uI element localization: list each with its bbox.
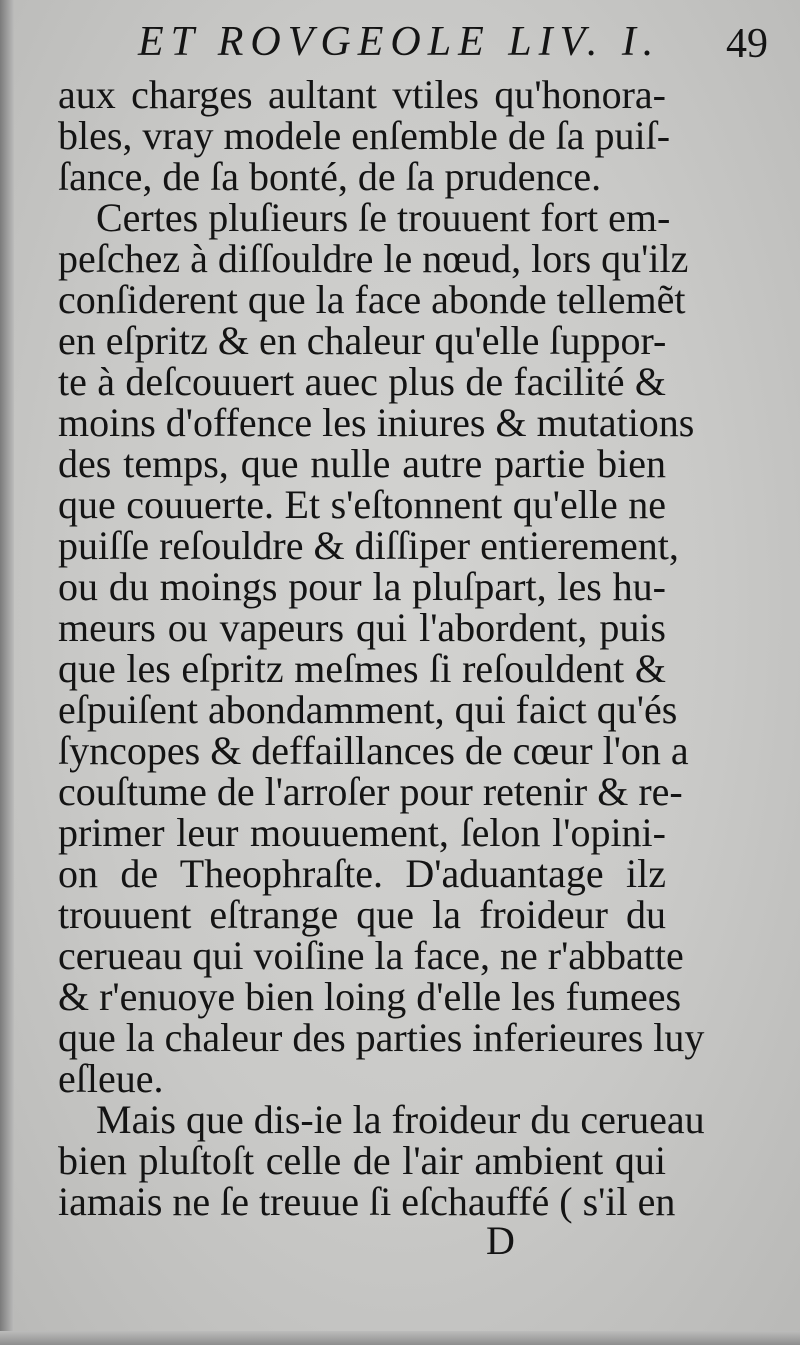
text-line: te à deſcouuert auec plus de facilité & — [58, 359, 666, 404]
text-line: conſiderent que la face abonde tellemẽt — [58, 277, 686, 322]
text-line: puiſſe reſouldre & diſſiper entierement, — [58, 523, 679, 568]
running-head: ET ROVGEOLE LIV. I. — [138, 19, 661, 65]
text-line: peſchez à diſſouldre le nœud, lors qu'ilz — [58, 236, 689, 281]
text-line: bien pluſtoſt celle de l'air ambient qui — [58, 1138, 666, 1183]
body-text — [58, 72, 705, 1224]
text-line: Mais que dis-ie la froideur du cerueau — [96, 1097, 705, 1142]
text-line: eſleue. — [58, 1056, 164, 1101]
text-line: bles, vray modele enſemble de ſa puiſ- — [58, 113, 671, 158]
text-line: ſyncopes & deffaillances de cœur l'on a — [58, 728, 689, 773]
text-line: couſtume de l'arroſer pour retenir & re- — [58, 769, 683, 814]
text-line: en eſpritz & en chaleur qu'elle ſuppor- — [58, 318, 667, 363]
text-line: trouuent eſtrange que la froideur du — [58, 892, 666, 937]
text-line: & r'enuoye bien loing d'elle les fumees — [58, 974, 682, 1019]
signature-mark: D — [486, 1218, 515, 1263]
text-line: meurs ou vapeurs qui l'abordent, puis — [58, 605, 666, 650]
text-line: ou du moings pour la pluſpart, les hu- — [58, 564, 666, 609]
text-line: moins d'offence les iniures & mutations — [58, 400, 695, 445]
text-line: que les eſpritz meſmes ſi reſouldent & — [58, 646, 666, 691]
text-line: iamais ne ſe treuue ſi eſchauffé ( s'il en — [58, 1179, 676, 1224]
text-line: primer leur mouuement, ſelon l'opini- — [58, 810, 666, 855]
page-bottom-edge — [0, 1331, 800, 1345]
text-line: ſance, de ſa bonté, de ſa prudence. — [58, 154, 602, 199]
text-line: eſpuiſent abondamment, qui faict qu'és — [58, 687, 678, 732]
text-line: que la chaleur des parties inferieures luy — [58, 1015, 705, 1060]
text-line: que couuerte. Et s'eſtonnent qu'elle ne — [58, 482, 666, 527]
text-line: Certes pluſieurs ſe trouuent fort em- — [96, 195, 671, 240]
page-number: 49 — [726, 21, 768, 67]
page-gutter-shadow — [0, 0, 14, 1345]
text-line: des temps, que nulle autre partie bien — [58, 441, 666, 486]
text-line: aux charges aultant vtiles qu'honora- — [58, 72, 666, 117]
text-line: on de Theophraſte. D'aduantage ilz — [58, 851, 666, 896]
text-line: cerueau qui voiſine la face, ne r'abbatte — [58, 933, 684, 978]
